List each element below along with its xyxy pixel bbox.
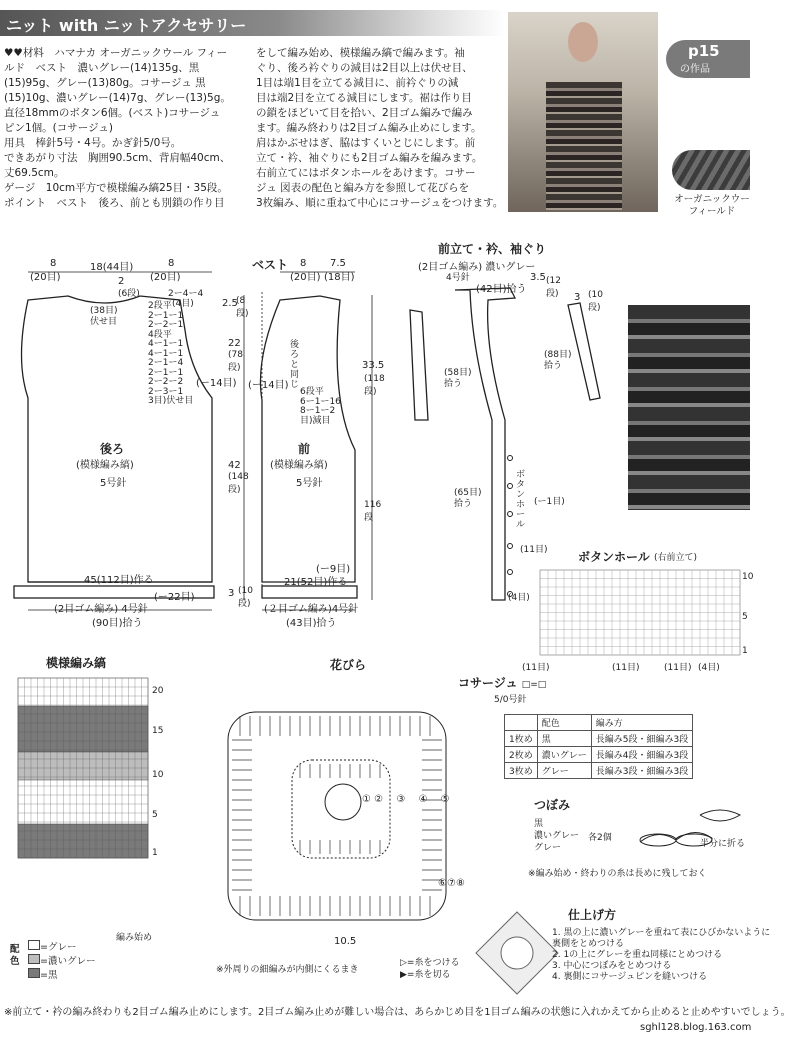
color-legend xyxy=(28,940,95,982)
band-needle: 4号針 xyxy=(446,273,470,283)
table-cell: 長編み3段・細編み3段 xyxy=(591,763,692,779)
back-dim: 3 xyxy=(228,588,235,599)
legend-item: =濃いグレー xyxy=(40,956,96,967)
band-dim: (10段) xyxy=(588,290,603,313)
front-needle: 5号針 xyxy=(296,478,323,489)
row-spec: 2ー1ー1 xyxy=(148,310,184,321)
finish-title: 仕上げ方 xyxy=(568,908,617,922)
chart-row-label: 1 xyxy=(152,848,158,858)
text-line: ぐり、後ろ衿ぐりの減目は2目以上は伏せ目、 xyxy=(256,62,473,74)
back-minus: (ー22目) xyxy=(154,592,195,603)
text-line: 直径18mmのボタン6個。(ベスト)コサージュ xyxy=(4,107,221,119)
band-dim: (12段) xyxy=(546,276,561,299)
text-line: をして編み始め、模様編み縞で編みます。袖 xyxy=(256,47,465,59)
back-bottom: (90目)拾う xyxy=(92,618,143,629)
back-dim: (38目) 伏せ目 xyxy=(90,306,118,327)
band-pick: (65目) 拾う xyxy=(454,488,482,509)
back-dim: (10段) xyxy=(238,586,253,609)
legend-item: =グレー xyxy=(40,942,77,953)
text-line: ♥♥材料 ハマナカ オーガニックウール フィー xyxy=(4,47,228,59)
text-line: できあがり寸法 胸囲90.5cm、背肩幅40cm、 xyxy=(4,152,231,164)
back-name: 後ろ xyxy=(100,442,125,456)
text-line: (15)10g、濃いグレー(14)7g、グレー(13)5g。 xyxy=(4,92,231,104)
buttonhole-count: (11目) xyxy=(612,663,640,673)
back-dim: 8 xyxy=(50,258,57,269)
flower-num: ⑧ xyxy=(455,878,465,889)
legend-head: 配色 xyxy=(10,944,20,967)
back-dim: 22 xyxy=(228,338,241,349)
text-line: (15)95g、グレー(13)80g。コサージュ 黒 xyxy=(4,77,206,89)
bud-color: グレー xyxy=(534,843,562,853)
front-name: 前 xyxy=(298,442,311,456)
row-spec: 4ー1ー1 xyxy=(148,339,184,349)
back-dim: (20目) xyxy=(150,272,181,283)
flower-note: ※外周りの細編みが内側にくるまき xyxy=(216,965,359,975)
text-line: 1目は端1目を立てる減目に、前衿ぐりの減 xyxy=(256,77,459,89)
buttonhole-side: 10 xyxy=(742,572,754,582)
footer-note: ※前立て・衿の編み終わりも2目ゴム編み止めにします。2目ゴム編み止めが難しい場合は、あらかじめ目を1目ゴム編みの状態に入れかえてから止めると止めやすいでしょう。 xyxy=(4,1007,791,1018)
chart-row-label: 15 xyxy=(152,726,164,736)
flower-width: 10.5 xyxy=(334,936,357,947)
table-cell: 1枚め xyxy=(505,731,538,747)
band-pick: (58目) 拾う xyxy=(444,368,472,389)
text-line: ポイント ベスト 後ろ、前とも別鎖の作り目 xyxy=(4,197,225,209)
table-cell: 濃いグレー xyxy=(537,747,591,763)
band-four: (4目) xyxy=(508,593,530,603)
bud-color: 黒 xyxy=(534,819,544,829)
table-cell: 黒 xyxy=(537,731,591,747)
text-line: 用具 棒針5号・4号。かぎ針5/0号。 xyxy=(4,137,182,149)
flower-num: ⑦ xyxy=(446,878,456,889)
table-cell: 3枚め xyxy=(505,763,538,779)
yarn-label: オーガニックウー フィールド xyxy=(674,194,750,217)
source-url: sghl128.blog.163.com xyxy=(640,1022,752,1033)
front-rib: (２目ゴム編み) xyxy=(264,604,332,615)
text-line: ルド ベスト 濃いグレー(14)135g、黒 xyxy=(4,62,200,74)
back-dim: (78段) xyxy=(228,350,243,373)
band-dim: 3.5 xyxy=(530,272,546,283)
bud-color: 濃いグレー xyxy=(534,831,580,841)
flower-num: ④ xyxy=(418,794,428,805)
band-pick: (88目) 拾う xyxy=(544,350,572,371)
corsage-table xyxy=(504,714,693,779)
table-cell: 2枚め xyxy=(505,747,538,763)
front-minus: (ー14目) xyxy=(248,380,289,391)
back-needle: 5号針 xyxy=(100,478,127,489)
row-spec: 2ー2ー2 xyxy=(148,377,184,387)
flower-title: 花びら xyxy=(330,658,367,672)
buttonhole-side: 5 xyxy=(742,612,748,622)
flower-numbers-outer xyxy=(438,878,465,889)
front-dim: (20目) xyxy=(290,272,321,283)
page-number-sub: の作品 xyxy=(680,64,710,75)
front-rows xyxy=(300,388,341,426)
back-dim: (148段) xyxy=(228,472,249,495)
table-cell: グレー xyxy=(537,763,591,779)
page-number: p15 xyxy=(688,42,720,60)
back-pattern: (模様編み縞) xyxy=(76,460,134,471)
text-line: 右前立てにはボタンホールをあけます。コサー xyxy=(256,167,476,179)
band-dim: 3 xyxy=(574,292,581,303)
text-line: 立て・衿、袖ぐりにも2目ゴム編みを編みます。 xyxy=(256,152,483,164)
flower-key: =糸をつける xyxy=(406,958,460,968)
front-cast-on: 21(52目)作る xyxy=(284,577,348,588)
front-dim: 116段 xyxy=(364,500,382,523)
buttonhole-sub: (右前立て) xyxy=(654,553,698,563)
back-dim: (ー14目) xyxy=(196,378,237,389)
swatch-black xyxy=(28,968,40,978)
bud-colors xyxy=(534,818,579,854)
finish-step: 裏側をとめつける xyxy=(552,939,625,949)
flower-num: ⑥ xyxy=(438,878,447,889)
flower-num: ① xyxy=(362,794,371,805)
band-title: 前立て・衿、袖ぐり xyxy=(438,242,547,256)
row-spec: 2ー1ー4 xyxy=(148,358,184,368)
text-line: ゲージ 10cm平方で模様編み縞25目・35段。 xyxy=(4,182,228,194)
bud-note: ※編み始め・終わりの糸は長めに残しておく xyxy=(528,869,707,879)
text-line: 3枚編み、順に重ねて中心にコサージュをつけます。 xyxy=(256,197,504,209)
row-spec: 2段平 xyxy=(148,301,172,311)
buttonhole-title: ボタンホール xyxy=(578,550,650,564)
band-pick: (42目)拾う xyxy=(476,284,527,295)
flower-num: ② xyxy=(374,794,384,805)
page-title: ニット with ニットアクセサリー xyxy=(6,16,247,35)
finish-step: 3. 中心につぼみをとめつける xyxy=(552,961,672,971)
front-dim: 33.5 xyxy=(362,360,385,371)
back-dim: (8段) xyxy=(236,296,249,319)
flower-numbers xyxy=(362,794,450,805)
text-line: ジュ 図表の配色と編み方を参照して花びらを xyxy=(256,182,470,194)
row-spec: 6段平 xyxy=(300,387,324,397)
corsage-title: コサージュ xyxy=(458,676,518,690)
chart-row-label: 10 xyxy=(152,770,164,780)
row-spec: 2ー3ー1 xyxy=(148,386,184,397)
text-line: 肩はかぶせはぎ、脇はすくいとじにします。前 xyxy=(256,137,476,149)
back-dim: 2.5 xyxy=(222,298,238,309)
back-dim: (20目) xyxy=(30,272,61,283)
back-rib: (2目ゴム編み) xyxy=(54,604,119,615)
back-rib-needle: 4号針 xyxy=(121,604,148,615)
front-minus: (ー9目) xyxy=(316,564,351,575)
buttonhole-count: (11目) xyxy=(664,663,692,673)
bud-count: 各2個 xyxy=(588,833,612,843)
front-pattern: (模様編み縞) xyxy=(270,460,328,471)
back-dim: 18(44目) xyxy=(90,262,134,273)
legend-item: =黒 xyxy=(40,970,58,981)
bud-half: 半分に折る xyxy=(700,839,746,849)
finish-steps xyxy=(552,928,770,983)
chart-row-label: 20 xyxy=(152,686,164,696)
band-eleven: (11目) xyxy=(520,545,548,555)
table-cell: 長編み4段・細編み3段 xyxy=(591,747,692,763)
front-dim: (118段) xyxy=(364,374,385,397)
flower-num: ⑤ xyxy=(440,794,450,805)
row-spec: 6ー1ー16 xyxy=(300,396,341,407)
front-dim: 8 xyxy=(300,258,307,269)
row-spec: 目)減目 xyxy=(300,415,331,426)
back-dim: 42 xyxy=(228,460,241,471)
text-line: 目は端2目を立てる減目にします。裾は作り目 xyxy=(256,92,472,104)
pattern-title: 模様編み縞 xyxy=(46,656,107,670)
row-spec: 4ー1ー1 xyxy=(148,348,184,359)
buttonhole-side: 1 xyxy=(742,646,748,656)
row-spec: 2ー1ー1 xyxy=(148,367,184,378)
buttonhole-count: (4目) xyxy=(698,663,720,673)
text-line: の鎖をほどいて目を拾い、2目ゴム編みで編み xyxy=(256,107,473,119)
front-dim: 7.5 xyxy=(330,258,346,269)
row-spec: 3目)伏せ目 xyxy=(148,396,194,406)
back-dim: 8 xyxy=(168,258,175,269)
flower-num: ③ xyxy=(396,794,406,805)
table-cell: 長編み5段・細編み3段 xyxy=(591,731,692,747)
band-sub: (2目ゴム編み) xyxy=(418,262,483,273)
row-spec: 2ー2ー1 xyxy=(148,320,184,330)
text-line: ます。編み終わりは2目ゴム編み止めにします。 xyxy=(256,122,482,134)
table-head: 編み方 xyxy=(591,715,692,731)
corsage-hook: 5/0号針 xyxy=(494,695,527,705)
row-spec: 4段平 xyxy=(148,329,172,340)
finish-step: 1. 黒の上に濃いグレーを重ねて表にひびかないように xyxy=(552,928,771,938)
flower-key: =糸を切る xyxy=(406,970,451,980)
swatch-grey xyxy=(28,940,40,950)
text-line: 丈69.5cm。 xyxy=(4,167,65,179)
row-spec: 8ー1ー2 xyxy=(300,406,336,416)
vest-title: ベスト xyxy=(252,258,289,272)
front-bottom: (43目)拾う xyxy=(286,618,337,629)
back-dim: 2 xyxy=(118,276,125,287)
front-note: 後ろと同じ xyxy=(290,340,300,390)
back-cast-on: 45(112目)作る xyxy=(84,575,154,586)
chart-start: 編み始め xyxy=(116,933,153,943)
table-head: 配色 xyxy=(537,715,591,731)
swatch-darkgrey xyxy=(28,954,40,964)
finish-step: 4. 裏側にコサージュピンを縫いつける xyxy=(552,972,708,982)
back-dim: 2ー4ー4 xyxy=(168,289,204,299)
band-one: (ー1目) xyxy=(534,497,565,507)
finish-step: 2. 1の上にグレーを重ね同様にとめつける xyxy=(552,950,723,960)
chart-row-label: 5 xyxy=(152,810,158,820)
back-dim: (4目) xyxy=(172,299,194,309)
band-color: 濃いグレー xyxy=(485,262,536,273)
band-buttonhole: ボタンホール xyxy=(516,470,526,530)
back-rows xyxy=(148,302,193,407)
front-rib-needle: 4号針 xyxy=(331,604,359,615)
text-line: ピン1個。(コサージュ) xyxy=(4,122,113,134)
bud-title: つぼみ xyxy=(534,798,571,812)
front-dim: (18目) xyxy=(324,272,355,283)
back-dim: (6段) xyxy=(118,289,140,299)
buttonhole-count: (11目) xyxy=(522,663,550,673)
